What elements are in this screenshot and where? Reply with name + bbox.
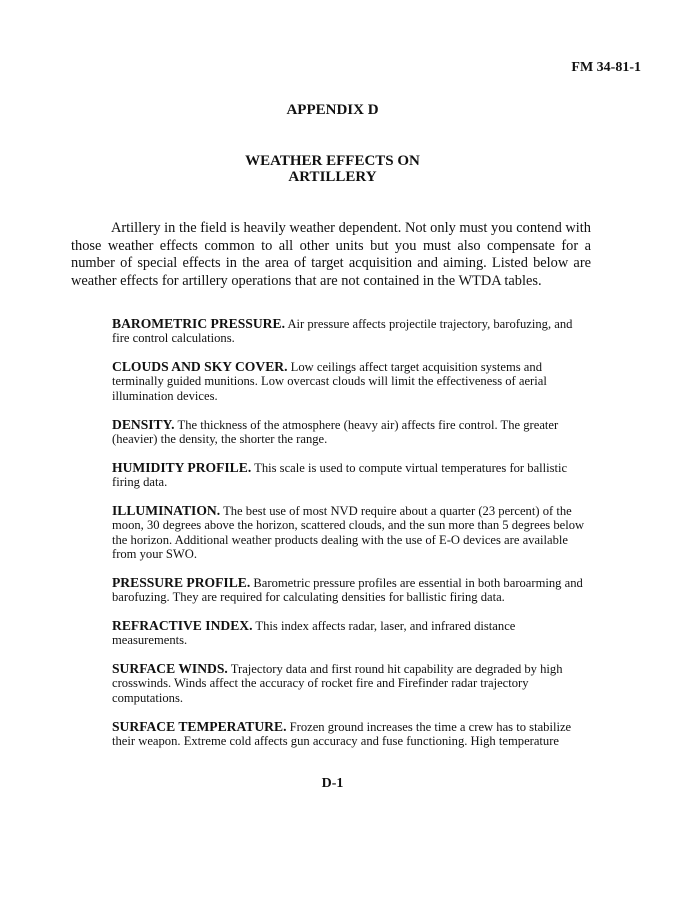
entry-term: SURFACE TEMPERATURE.	[112, 719, 287, 734]
entry-text: This scale is used to compute virtual temperatures for ballistic firing data.	[112, 461, 568, 490]
appendix-title: APPENDIX D	[286, 102, 379, 118]
entry-clouds-and-sky-cover	[112, 360, 590, 404]
section-title	[0, 153, 665, 185]
entry-term: HUMIDITY PROFILE.	[112, 460, 252, 475]
entry-density	[112, 418, 590, 447]
entry-text: Trajectory data and first round hit capability are degraded by high crosswinds. Winds affect the accuracy of rocket fire and Firefinder radar trajectory computations.	[112, 662, 563, 705]
entry-text: This index affects radar, laser, and infrared distance measurements.	[112, 619, 516, 648]
entry-text: Low ceilings affect target acquisition systems and terminally guided munitions. Low overcast clouds will limit the effectiveness of aerial illumination devices.	[112, 360, 547, 403]
entry-term: ILLUMINATION.	[112, 503, 221, 518]
entry-text: The best use of most NVD require about a quarter (23 percent) of the moon, 30 degrees above the horizon, scattered clouds, and the sun more than 5 degrees below the horizon. Additional weather products dealing with the use of E-O devices are available from your SWO.	[112, 504, 585, 562]
entry-term: DENSITY.	[112, 417, 175, 432]
entry-text: Air pressure affects projectile trajectory, barofuzing, and fire control calculations.	[112, 317, 573, 346]
entry-text: Barometric pressure profiles are essential in both baroarming and barofuzing. They are required for calculating densities for ballistic firing data.	[112, 576, 583, 605]
entry-pressure-profile	[112, 576, 590, 605]
entry-term: REFRACTIVE INDEX.	[112, 618, 253, 633]
entry-surface-winds	[112, 662, 590, 706]
weather-effects-list	[112, 317, 590, 763]
entry-text: The thickness of the atmosphere (heavy air) affects fire control. The greater (heavier) the density, the shorter the range.	[112, 418, 559, 447]
section-title-line-2: ARTILLERY	[288, 169, 377, 185]
entry-surface-temperature	[112, 720, 590, 749]
entry-term: CLOUDS AND SKY COVER.	[112, 359, 288, 374]
entry-term: PRESSURE PROFILE.	[112, 575, 251, 590]
entry-illumination	[112, 504, 590, 562]
intro-paragraph: Artillery in the field is heavily weather dependent. Not only must you contend with those weather effects common to all other units but you must also compensate for a number of special effects in the area of target acquisition and aiming. Listed below are weather effects for artillery operations that are not contained in the WTDA tables.	[71, 220, 591, 289]
section-title-line-1: WEATHER EFFECTS ON	[245, 153, 420, 169]
entry-term: BAROMETRIC PRESSURE.	[112, 316, 285, 331]
page-number: D-1	[321, 776, 344, 791]
entry-barometric-pressure	[112, 317, 590, 346]
entry-refractive-index	[112, 619, 590, 648]
field-manual-number: FM 34-81-1	[571, 60, 641, 75]
entry-text: Frozen ground increases the time a crew has to stabilize their weapon. Extreme cold affects gun accuracy and fuse functioning. High temperature	[112, 720, 572, 749]
entry-term: SURFACE WINDS.	[112, 661, 228, 676]
entry-humidity-profile	[112, 461, 590, 490]
